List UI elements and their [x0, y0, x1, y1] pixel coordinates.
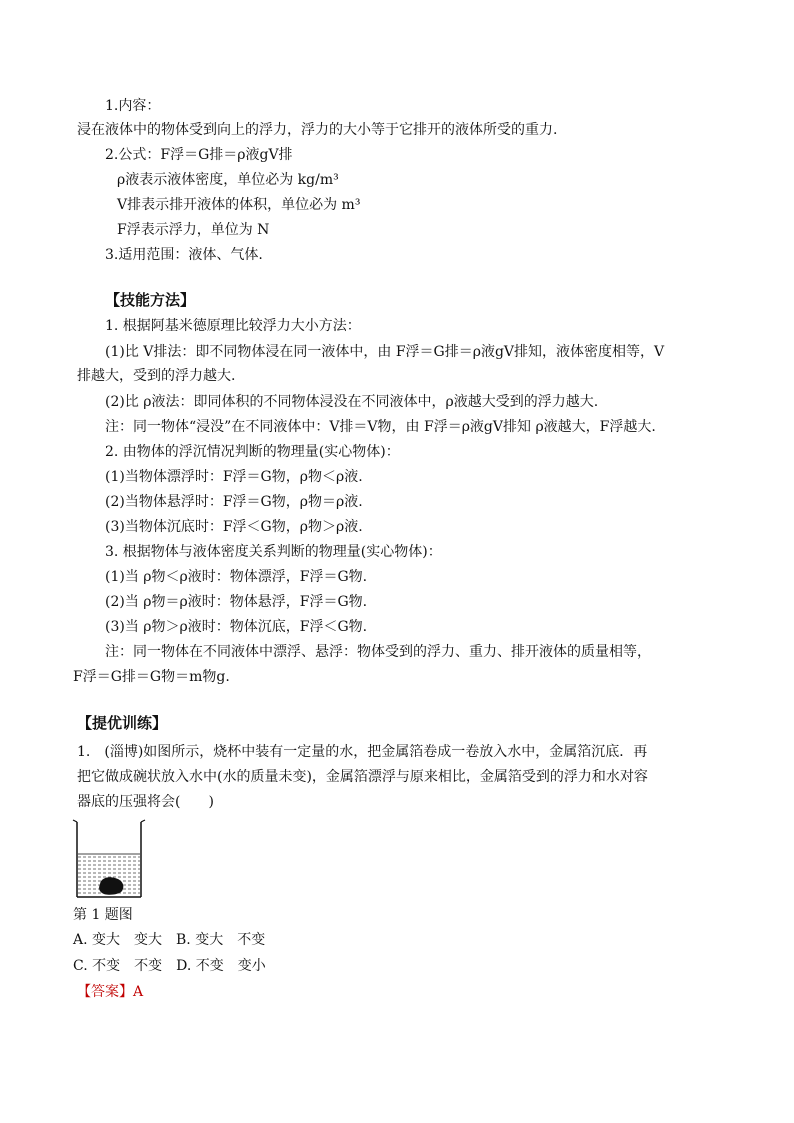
- skills-line: (1)比 V排法：即不同物体浸在同一液体中，由 F浮＝G排＝ρ液gV排知，液体密度相等，V: [105, 344, 665, 360]
- question-text: 器底的压强将会( ): [77, 794, 214, 810]
- content-heading: 1.内容：: [105, 98, 161, 114]
- scope-line: 3.适用范围：液体、气体.: [105, 247, 263, 263]
- answer-line: 【答案】A: [77, 984, 144, 1000]
- training-heading: 【提优训练】: [77, 714, 168, 732]
- skills-line: (3)当物体沉底时：F浮＜G物，ρ物＞ρ液.: [105, 519, 363, 535]
- skills-line: 2. 由物体的浮沉情况判断的物理量(实心物体)：: [105, 444, 400, 460]
- options-row: A. 变大 变大 B. 变大 不变: [73, 932, 266, 948]
- skills-line: 注：同一物体“浸没”在不同液体中：V排＝V物，由 F浮＝ρ液gV排知 ρ液越大，F浮越大.: [105, 419, 656, 435]
- skills-line: (2)比 ρ液法：即同体积的不同物体浸没在不同液体中，ρ液越大受到的浮力越大.: [105, 394, 599, 410]
- beaker-lip-right: [141, 820, 145, 822]
- metal-foil-lump: [99, 877, 123, 894]
- skills-line: (1)当 ρ物＜ρ液时：物体漂浮，F浮＝G物.: [105, 569, 368, 585]
- skills-line: (1)当物体漂浮时：F浮＝G物，ρ物＜ρ液.: [105, 469, 363, 485]
- force-note: F浮表示浮力，单位为 N: [117, 222, 270, 238]
- skills-line: 排越大，受到的浮力越大.: [77, 368, 236, 384]
- skills-heading: 【技能方法】: [105, 291, 196, 309]
- skills-line: F浮＝G排＝G物＝m物g.: [73, 669, 230, 685]
- options-row: C. 不变 不变 D. 不变 变小: [73, 958, 266, 974]
- skills-line: (2)当 ρ物＝ρ液时：物体悬浮，F浮＝G物.: [105, 594, 368, 610]
- beaker-figure: [72, 818, 146, 900]
- skills-line: 注：同一物体在不同液体中漂浮、悬浮：物体受到的浮力、重力、排开液体的质量相等，: [105, 644, 651, 660]
- skills-line: 3. 根据物体与液体密度关系判断的物理量(实心物体)：: [105, 544, 442, 560]
- content-text: 浸在液体中的物体受到向上的浮力，浮力的大小等于它排开的液体所受的重力.: [77, 122, 558, 138]
- question-text: 把它做成碗状放入水中(水的质量未变)，金属箔漂浮与原来相比，金属箔受到的浮力和水对容: [77, 769, 648, 785]
- density-note: ρ液表示液体密度，单位必为 kg/m³: [117, 172, 339, 188]
- question-text: 1. (淄博)如图所示，烧杯中装有一定量的水，把金属箔卷成一卷放入水中，金属箔沉底．再: [77, 744, 648, 760]
- beaker-lip-left: [73, 820, 77, 822]
- formula-line: 2.公式：F浮＝G排＝ρ液gV排: [105, 147, 293, 163]
- skills-line: (3)当 ρ物＞ρ液时：物体沉底，F浮＜G物.: [105, 619, 368, 635]
- volume-note: V排表示排开液体的体积，单位必为 m³: [117, 197, 361, 213]
- skills-line: 1. 根据阿基米德原理比较浮力大小方法：: [105, 318, 361, 334]
- skills-line: (2)当物体悬浮时：F浮＝G物，ρ物＝ρ液.: [105, 494, 363, 510]
- figure-caption: 第 1 题图: [73, 907, 133, 923]
